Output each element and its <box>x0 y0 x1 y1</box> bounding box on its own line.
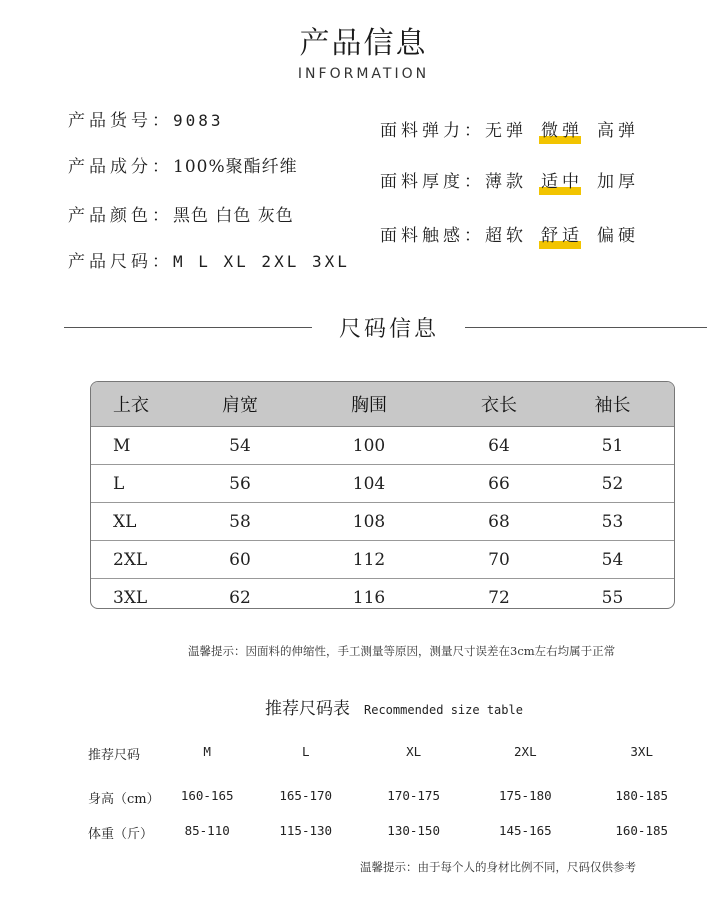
table-cell: 104 <box>352 473 386 494</box>
thickness-option: 薄款 <box>485 172 527 192</box>
touch-row <box>380 221 653 246</box>
recommend-row-height <box>88 788 698 807</box>
table-cell: 116 <box>352 587 386 608</box>
recommend-title <box>265 694 523 719</box>
thickness-label: 面料厚度： <box>380 172 485 192</box>
elasticity-option: 高弹 <box>597 121 639 141</box>
composition-value: 100%聚酯纤维 <box>173 157 298 177</box>
table-row <box>91 502 674 540</box>
table-cell: 68 <box>488 511 510 532</box>
table-cell: 2XL <box>113 549 148 570</box>
table-cell: 51 <box>601 435 624 456</box>
table-cell: 112 <box>352 549 386 570</box>
recommend-cell: 160-185 <box>615 823 669 838</box>
recommend-cell: 165-170 <box>279 788 333 803</box>
touch-option-selected: 舒适 <box>541 221 583 246</box>
header-cell: 肩宽 <box>222 395 258 416</box>
recommend-cell: 145-165 <box>498 823 552 838</box>
recommend-row-weight <box>88 823 698 842</box>
recommend-title-en: Recommended size table <box>364 703 523 717</box>
item-no-row <box>68 106 224 131</box>
measurement-note: 温馨提示：因面料的伸缩性，手工测量等原因，测量尺寸误差在3cm左右均属于正常 <box>188 644 616 658</box>
sizes-row <box>68 247 350 272</box>
table-row <box>91 578 674 609</box>
elasticity-option: 无弹 <box>485 121 527 141</box>
table-cell: 3XL <box>113 587 148 608</box>
recommend-cell: M <box>203 744 211 759</box>
table-cell: 100 <box>352 435 386 456</box>
sizes-label: 产品尺码： <box>68 252 173 272</box>
table-cell: 62 <box>229 587 251 608</box>
size-table-header <box>91 382 674 427</box>
reference-note: 温馨提示：由于每个人的身材比例不同，尺码仅供参考 <box>360 860 636 874</box>
colors-value: 黑色 白色 灰色 <box>173 206 294 226</box>
header-cell: 上衣 <box>113 395 149 416</box>
recommend-row-label: 推荐尺码 <box>88 748 141 763</box>
table-cell: 54 <box>229 435 251 456</box>
recommend-title-cn: 推荐尺码表 <box>265 699 350 719</box>
item-no-label: 产品货号： <box>68 111 173 131</box>
recommend-cell: 175-180 <box>498 788 552 803</box>
recommend-cell: 115-130 <box>279 823 333 838</box>
recommend-row-label: 身高（cm） <box>88 792 160 807</box>
touch-option: 超软 <box>485 226 527 246</box>
thickness-option-selected: 适中 <box>541 167 583 192</box>
composition-label: 产品成分： <box>68 157 173 177</box>
table-row <box>91 464 674 502</box>
thickness-row <box>380 167 653 192</box>
divider-left <box>64 327 312 328</box>
recommend-cell: 180-185 <box>615 788 669 803</box>
divider-right <box>465 327 707 328</box>
table-cell: 54 <box>601 549 624 570</box>
page-title: 产品信息 <box>299 26 428 61</box>
table-cell: 66 <box>488 473 510 494</box>
table-cell: 58 <box>229 511 251 532</box>
size-info-title: 尺码信息 <box>339 317 440 342</box>
recommend-cell: XL <box>406 744 422 759</box>
thickness-option: 加厚 <box>597 172 639 192</box>
composition-row <box>68 152 298 177</box>
elasticity-label: 面料弹力： <box>380 121 485 141</box>
touch-label: 面料触感： <box>380 226 485 246</box>
recommend-cell: 170-175 <box>387 788 440 803</box>
recommend-cell: 160-165 <box>180 788 234 803</box>
touch-option: 偏硬 <box>597 226 639 246</box>
item-no-value: 9083 <box>173 111 224 130</box>
elasticity-row <box>380 116 653 141</box>
recommend-cell: 3XL <box>630 744 653 759</box>
table-cell: 52 <box>601 473 624 494</box>
colors-label: 产品颜色： <box>68 206 173 226</box>
table-cell: 72 <box>488 587 510 608</box>
recommend-cell: 85-110 <box>184 823 230 838</box>
table-cell: XL <box>113 511 137 532</box>
elasticity-option-selected: 微弹 <box>541 116 583 141</box>
header-cell: 衣长 <box>481 395 517 416</box>
table-cell: 53 <box>601 511 624 532</box>
page-subtitle: INFORMATION <box>297 66 430 82</box>
table-cell: M <box>113 435 131 456</box>
table-cell: 64 <box>488 435 510 456</box>
table-cell: L <box>113 473 125 494</box>
table-row <box>91 427 674 464</box>
recommend-row-size <box>88 744 698 763</box>
recommend-row-label: 体重（斤） <box>88 827 154 842</box>
recommend-cell: 130-150 <box>387 823 440 838</box>
table-cell: 56 <box>229 473 251 494</box>
table-row <box>91 540 674 578</box>
table-cell: 55 <box>601 587 624 608</box>
table-cell: 108 <box>352 511 386 532</box>
table-cell: 70 <box>488 549 510 570</box>
header-cell: 袖长 <box>594 395 631 416</box>
table-cell: 60 <box>229 549 251 570</box>
size-table <box>90 381 675 609</box>
colors-row <box>68 201 294 226</box>
recommend-cell: 2XL <box>514 744 537 759</box>
header-cell: 胸围 <box>351 395 387 416</box>
recommend-cell: L <box>301 744 310 759</box>
sizes-value: M L XL 2XL 3XL <box>173 252 350 271</box>
